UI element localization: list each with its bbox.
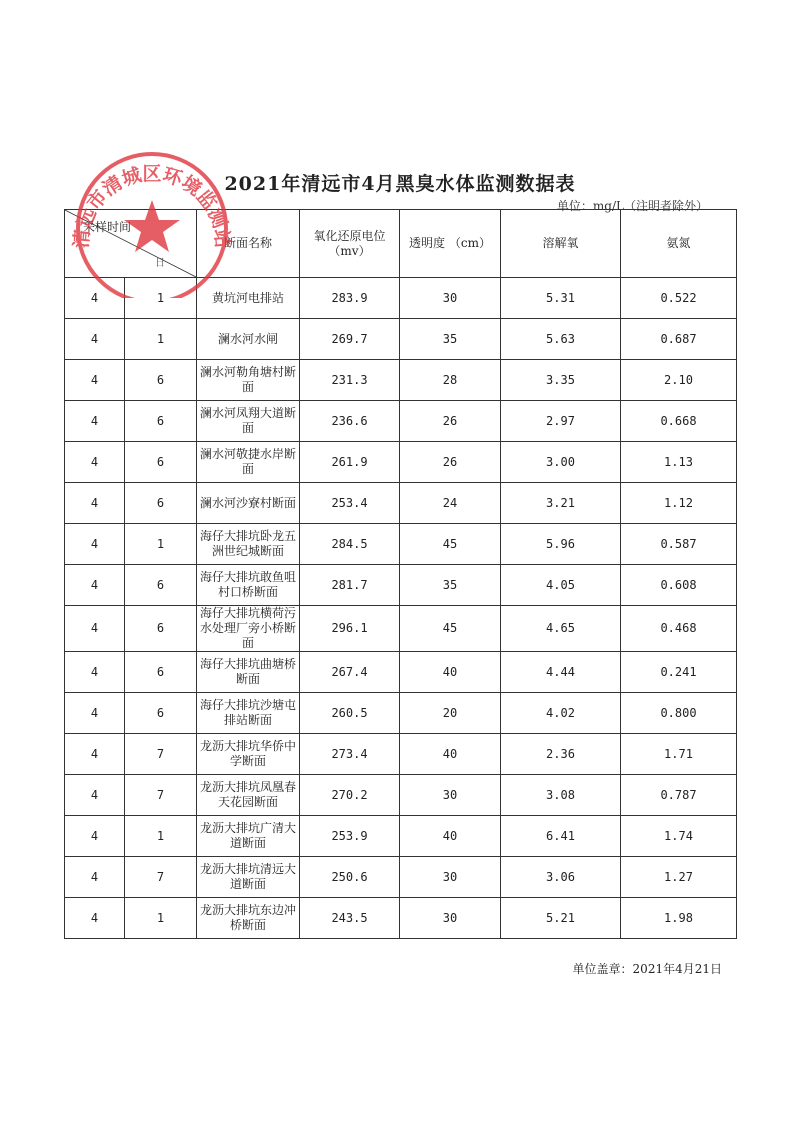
- month-cell: 4: [65, 278, 125, 319]
- day-cell: 1: [125, 898, 197, 939]
- table-row: [65, 319, 737, 360]
- section-name-cell: 龙沥大排坑东边冲桥断面: [197, 898, 300, 939]
- month-cell: 4: [65, 442, 125, 483]
- table-row: [65, 401, 737, 442]
- transparency-cell: 28: [400, 360, 501, 401]
- dissolved-oxygen-cell: 5.31: [501, 278, 621, 319]
- orp-cell: 261.9: [300, 442, 400, 483]
- table-row: [65, 442, 737, 483]
- section-name-cell: 澜水河水闸: [197, 319, 300, 360]
- dissolved-oxygen-cell: 3.00: [501, 442, 621, 483]
- table-row: [65, 816, 737, 857]
- table-row: [65, 606, 737, 652]
- dissolved-oxygen-cell: 4.02: [501, 693, 621, 734]
- section-name-cell: 澜水河敬捷水岸断面: [197, 442, 300, 483]
- orp-cell: 253.4: [300, 483, 400, 524]
- month-cell: 4: [65, 524, 125, 565]
- transparency-cell: 30: [400, 898, 501, 939]
- month-cell: 4: [65, 816, 125, 857]
- transparency-cell: 45: [400, 524, 501, 565]
- day-cell: 6: [125, 693, 197, 734]
- ammonia-cell: 1.74: [621, 816, 737, 857]
- ammonia-cell: 0.468: [621, 606, 737, 652]
- orp-cell: 283.9: [300, 278, 400, 319]
- orp-cell: 296.1: [300, 606, 400, 652]
- section-name-header: 断面名称: [197, 210, 300, 278]
- month-cell: 4: [65, 360, 125, 401]
- day-cell: 7: [125, 857, 197, 898]
- dissolved-oxygen-cell: 4.05: [501, 565, 621, 606]
- transparency-cell: 45: [400, 606, 501, 652]
- dissolved-oxygen-cell: 4.65: [501, 606, 621, 652]
- sampling-time-label: 采样时间: [83, 220, 132, 234]
- orp-cell: 250.6: [300, 857, 400, 898]
- day-cell: 7: [125, 734, 197, 775]
- dissolved-oxygen-cell: 3.06: [501, 857, 621, 898]
- orp-cell: 260.5: [300, 693, 400, 734]
- transparency-cell: 24: [400, 483, 501, 524]
- dissolved-oxygen-header: 溶解氧: [501, 210, 621, 278]
- transparency-cell: 20: [400, 693, 501, 734]
- orp-header: 氧化还原电位（mv）: [300, 210, 400, 278]
- dissolved-oxygen-cell: 3.21: [501, 483, 621, 524]
- ammonia-cell: 1.12: [621, 483, 737, 524]
- month-cell: 4: [65, 401, 125, 442]
- ammonia-cell: 0.668: [621, 401, 737, 442]
- day-cell: 6: [125, 401, 197, 442]
- dissolved-oxygen-cell: 4.44: [501, 652, 621, 693]
- section-name-cell: 澜水河勒角塘村断面: [197, 360, 300, 401]
- dissolved-oxygen-cell: 3.35: [501, 360, 621, 401]
- day-cell: 6: [125, 360, 197, 401]
- table-row: [65, 652, 737, 693]
- dissolved-oxygen-cell: 2.97: [501, 401, 621, 442]
- dissolved-oxygen-cell: 6.41: [501, 816, 621, 857]
- ammonia-cell: 0.608: [621, 565, 737, 606]
- ammonia-cell: 1.98: [621, 898, 737, 939]
- dissolved-oxygen-cell: 3.08: [501, 775, 621, 816]
- table-row: [65, 775, 737, 816]
- day-cell: 6: [125, 652, 197, 693]
- ammonia-cell: 1.71: [621, 734, 737, 775]
- day-cell: 6: [125, 442, 197, 483]
- month-cell: 4: [65, 565, 125, 606]
- day-cell: 1: [125, 524, 197, 565]
- section-name-cell: 澜水河沙寮村断面: [197, 483, 300, 524]
- svg-text:清远市清城区环境监测站: 清远市清城区环境监测站: [70, 163, 234, 249]
- monitoring-table: [64, 209, 737, 939]
- orp-cell: 243.5: [300, 898, 400, 939]
- day-label: 日: [155, 258, 165, 269]
- official-seal-icon: [62, 148, 242, 298]
- day-cell: 7: [125, 775, 197, 816]
- month-cell: 4: [65, 857, 125, 898]
- orp-cell: 253.9: [300, 816, 400, 857]
- day-cell: 6: [125, 606, 197, 652]
- table-row: [65, 483, 737, 524]
- orp-cell: 273.4: [300, 734, 400, 775]
- day-cell: 1: [125, 816, 197, 857]
- day-cell: 6: [125, 565, 197, 606]
- orp-cell: 231.3: [300, 360, 400, 401]
- dissolved-oxygen-cell: 2.36: [501, 734, 621, 775]
- ammonia-cell: 0.587: [621, 524, 737, 565]
- month-cell: 4: [65, 483, 125, 524]
- transparency-cell: 30: [400, 775, 501, 816]
- unit-note: 单位：mg/L（注明者除外）: [556, 199, 708, 213]
- section-name-cell: 龙沥大排坑华侨中学断面: [197, 734, 300, 775]
- table-row: [65, 898, 737, 939]
- section-name-cell: 海仔大排坑沙塘屯排站断面: [197, 693, 300, 734]
- table-row: [65, 734, 737, 775]
- ammonia-cell: 0.522: [621, 278, 737, 319]
- section-name-cell: 海仔大排坑敢鱼咀村口桥断面: [197, 565, 300, 606]
- section-name-cell: 龙沥大排坑凤凰春天花园断面: [197, 775, 300, 816]
- table-row: [65, 524, 737, 565]
- orp-cell: 284.5: [300, 524, 400, 565]
- table-body: [65, 278, 737, 939]
- table-row: [65, 565, 737, 606]
- section-name-cell: 海仔大排坑曲塘桥断面: [197, 652, 300, 693]
- transparency-cell: 30: [400, 857, 501, 898]
- transparency-header: 透明度 （cm）: [400, 210, 501, 278]
- section-name-cell: 龙沥大排坑广清大道断面: [197, 816, 300, 857]
- day-cell: 1: [125, 278, 197, 319]
- transparency-cell: 40: [400, 734, 501, 775]
- dissolved-oxygen-cell: 5.21: [501, 898, 621, 939]
- ammonia-header: 氨氮: [621, 210, 737, 278]
- transparency-cell: 40: [400, 652, 501, 693]
- month-cell: 4: [65, 652, 125, 693]
- ammonia-cell: 1.27: [621, 857, 737, 898]
- section-name-cell: 黄坑河电排站: [197, 278, 300, 319]
- page-title: 2021年清远市4月黑臭水体监测数据表: [224, 173, 576, 195]
- orp-cell: 270.2: [300, 775, 400, 816]
- ammonia-cell: 0.787: [621, 775, 737, 816]
- dissolved-oxygen-cell: 5.96: [501, 524, 621, 565]
- footer-stamp-date: 单位盖章：2021年4月21日: [572, 962, 722, 976]
- table-row: [65, 360, 737, 401]
- orp-cell: 267.4: [300, 652, 400, 693]
- transparency-cell: 40: [400, 816, 501, 857]
- day-cell: 1: [125, 319, 197, 360]
- dissolved-oxygen-cell: 5.63: [501, 319, 621, 360]
- month-cell: 4: [65, 734, 125, 775]
- orp-cell: 281.7: [300, 565, 400, 606]
- table-row: [65, 693, 737, 734]
- transparency-cell: 26: [400, 442, 501, 483]
- ammonia-cell: 0.687: [621, 319, 737, 360]
- ammonia-cell: 2.10: [621, 360, 737, 401]
- ammonia-cell: 0.800: [621, 693, 737, 734]
- section-name-cell: 海仔大排坑横荷污水处理厂旁小桥断面: [197, 606, 300, 652]
- orp-cell: 236.6: [300, 401, 400, 442]
- section-name-cell: 龙沥大排坑清远大道断面: [197, 857, 300, 898]
- table-row: [65, 857, 737, 898]
- month-cell: 4: [65, 775, 125, 816]
- month-cell: 4: [65, 319, 125, 360]
- month-cell: 4: [65, 606, 125, 652]
- transparency-cell: 35: [400, 319, 501, 360]
- month-cell: 4: [65, 693, 125, 734]
- section-name-cell: 海仔大排坑卧龙五洲世纪城断面: [197, 524, 300, 565]
- ammonia-cell: 0.241: [621, 652, 737, 693]
- day-cell: 6: [125, 483, 197, 524]
- transparency-cell: 26: [400, 401, 501, 442]
- orp-cell: 269.7: [300, 319, 400, 360]
- transparency-cell: 30: [400, 278, 501, 319]
- section-name-cell: 澜水河凤翔大道断面: [197, 401, 300, 442]
- ammonia-cell: 1.13: [621, 442, 737, 483]
- month-cell: 4: [65, 898, 125, 939]
- transparency-cell: 35: [400, 565, 501, 606]
